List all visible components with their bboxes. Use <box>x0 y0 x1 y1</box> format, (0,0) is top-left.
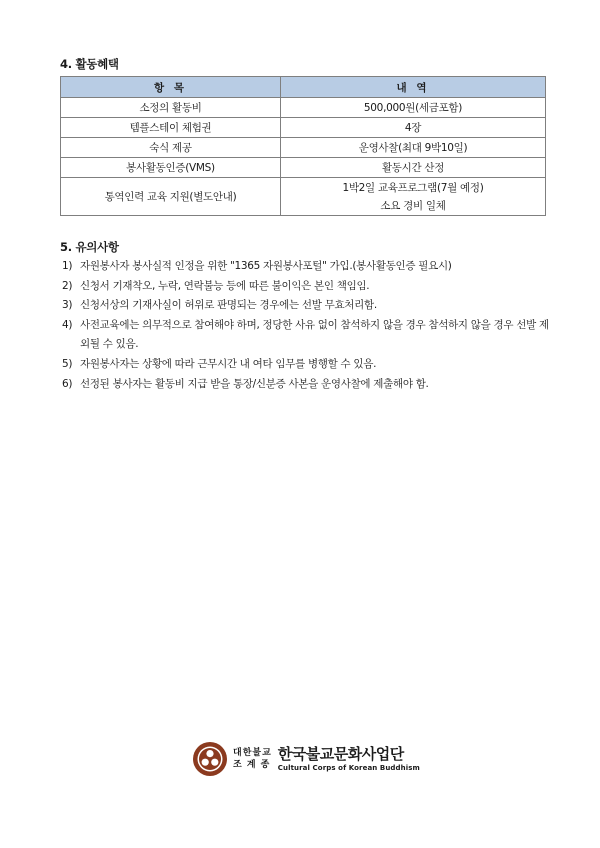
row-detail: 운영사찰(최대 9박10일) <box>281 138 546 158</box>
brand-name-english: Cultural Corps of Korean Buddhism <box>277 764 420 772</box>
brand-name <box>278 745 420 773</box>
list-item-text: 자원봉사자 봉사실적 인정을 위한 "1365 자원봉사포털" 가입.(봉사활동인증 필요시) <box>80 260 452 272</box>
row-item: 봉사활동인증(VMS) <box>61 158 281 178</box>
list-item-text: 선정된 봉사자는 활동비 지급 받을 통장/신분증 사본을 운영사찰에 제출해야 함. <box>80 377 429 390</box>
header-detail: 내 역 <box>281 77 546 98</box>
row-detail <box>281 178 546 216</box>
list-item <box>62 277 552 297</box>
list-item <box>62 257 552 277</box>
row-detail: 500,000원(세금포함) <box>281 98 546 118</box>
header-item: 항 목 <box>61 77 281 98</box>
row-item: 통역인력 교육 지원(별도안내) <box>61 178 281 216</box>
list-item-text: 신청서 기재착오, 누락, 연락불능 등에 따른 불이익은 본인 책임임. <box>80 279 370 292</box>
list-item-number: 1) <box>62 260 73 272</box>
table-row <box>61 158 546 178</box>
footer-logo-block <box>192 738 420 780</box>
row-detail-line: 소요 경비 일체 <box>380 199 446 212</box>
section-4-title: 4. 활동혜택 <box>60 57 119 71</box>
table-row <box>61 138 546 158</box>
list-item-text: 사전교육에는 의무적으로 참여해야 하며, 정당한 사유 없이 참석하지 않을 경우 참석하지 않을 경우 선발 제외될 수 있음. <box>80 318 549 351</box>
row-detail: 4장 <box>281 118 546 138</box>
notes-list <box>62 257 552 394</box>
list-item-number: 5) <box>62 357 73 370</box>
three-jewels-emblem-icon <box>192 741 228 777</box>
list-item <box>62 355 552 375</box>
org-name <box>233 747 272 771</box>
table-row <box>61 178 546 216</box>
row-item: 템플스테이 체험권 <box>61 118 281 138</box>
brand-name-korean: 한국불교문화사업단 <box>277 745 404 763</box>
list-item <box>62 296 552 316</box>
table-row <box>61 98 546 118</box>
list-item-text: 신청서상의 기재사실이 허위로 판명되는 경우에는 선발 무효처리함. <box>80 299 377 312</box>
row-item: 소정의 활동비 <box>61 98 281 118</box>
section-5-title: 5. 유의사항 <box>60 240 119 254</box>
list-item-number: 2) <box>62 279 73 292</box>
benefits-table <box>60 76 546 216</box>
list-item-number: 4) <box>62 318 73 331</box>
org-name-line: 대한불교 <box>233 748 272 758</box>
list-item <box>62 316 552 355</box>
list-item-text: 자원봉사자는 상황에 따라 근무시간 내 여타 임무를 병행할 수 있음. <box>80 357 377 370</box>
row-detail: 활동시간 산정 <box>281 158 546 178</box>
list-item-number: 3) <box>62 299 73 312</box>
list-item <box>62 375 552 395</box>
row-detail-line: 1박2일 교육프로그램(7월 예정) <box>342 181 484 194</box>
table-header-row <box>61 77 546 98</box>
list-item-number: 6) <box>62 377 73 390</box>
row-item: 숙식 제공 <box>61 138 281 158</box>
org-name-line: 조 계 종 <box>233 760 271 770</box>
table-row <box>61 118 546 138</box>
